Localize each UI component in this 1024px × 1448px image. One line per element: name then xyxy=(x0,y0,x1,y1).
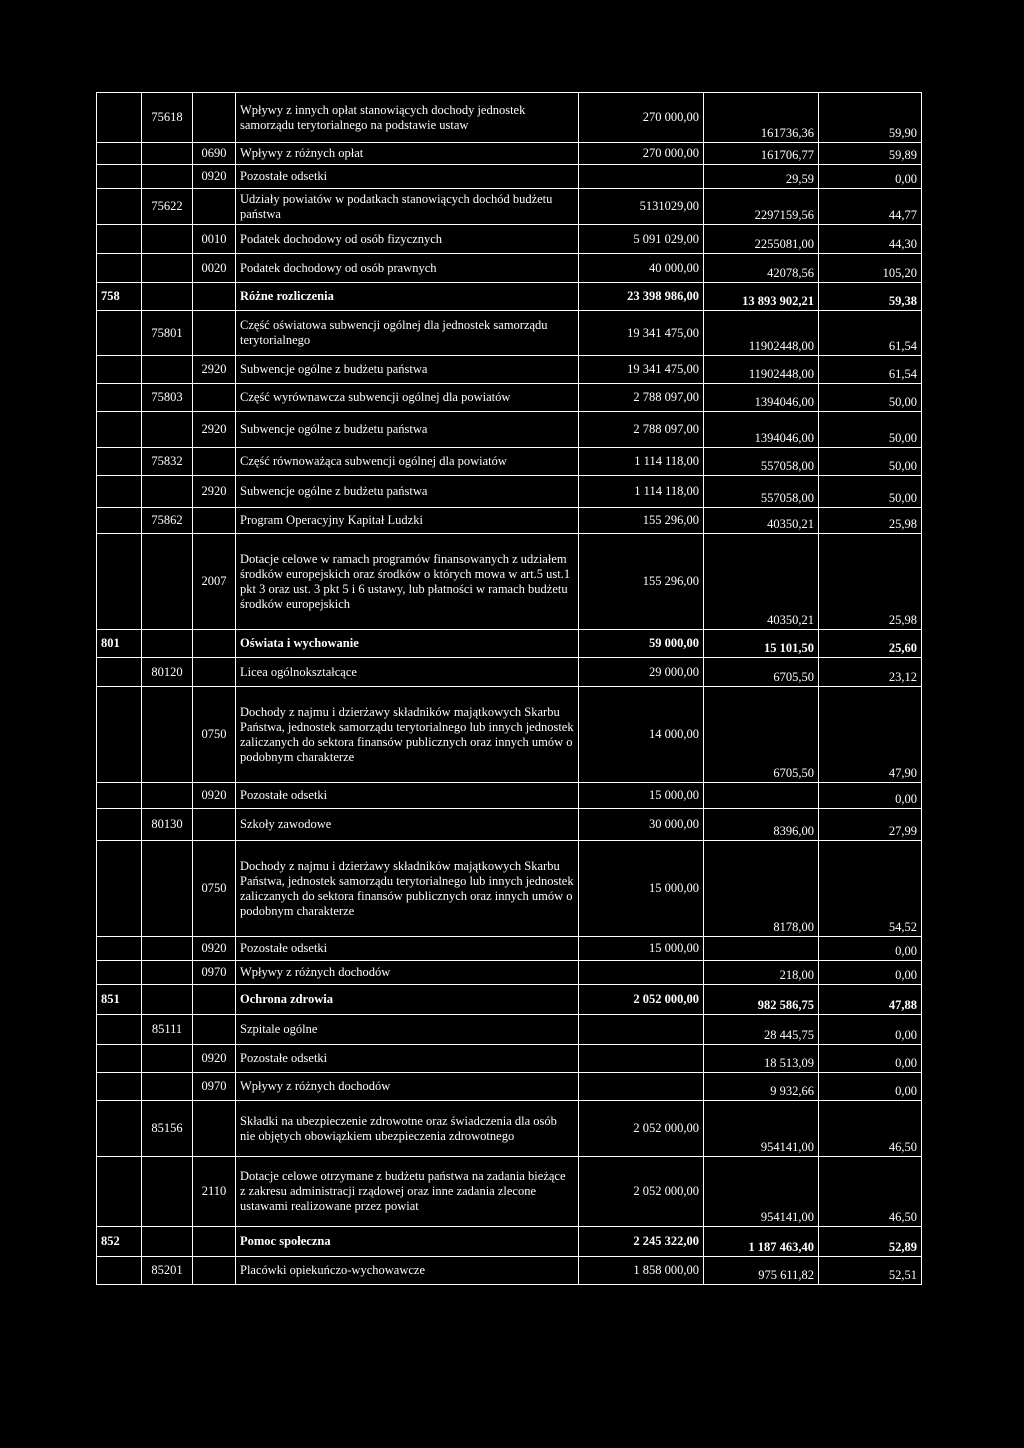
rozdzial-code-cell xyxy=(142,1073,193,1101)
item-name-cell: Część wyrównawcza subwencji ogólnej dla powiatów xyxy=(236,384,579,412)
plan-amount-cell: 2 052 000,00 xyxy=(579,985,704,1015)
plan-amount-cell: 19 341 475,00 xyxy=(579,311,704,356)
paragraf-code-cell: 2920 xyxy=(193,476,236,508)
plan-amount-cell: 5131029,00 xyxy=(579,189,704,225)
rozdzial-code-cell xyxy=(142,254,193,283)
percent-cell: 0,00 xyxy=(819,1045,922,1073)
table-row xyxy=(97,189,922,225)
budget-table-body xyxy=(97,93,922,1285)
plan-amount-cell xyxy=(579,165,704,189)
plan-amount-cell: 155 296,00 xyxy=(579,508,704,534)
dzial-code-cell: 851 xyxy=(97,985,142,1015)
item-name-cell: Szkoły zawodowe xyxy=(236,809,579,841)
table-row xyxy=(97,1015,922,1045)
paragraf-code-cell: 0750 xyxy=(193,687,236,783)
budget-report-sheet xyxy=(96,92,922,1285)
percent-cell: 61,54 xyxy=(819,311,922,356)
executed-amount-cell: 1 187 463,40 xyxy=(704,1227,819,1257)
table-row xyxy=(97,1073,922,1101)
rozdzial-code-cell xyxy=(142,356,193,384)
table-row xyxy=(97,1101,922,1157)
paragraf-code-cell: 2920 xyxy=(193,356,236,384)
executed-amount-cell: 9 932,66 xyxy=(704,1073,819,1101)
plan-amount-cell xyxy=(579,1015,704,1045)
dzial-code-cell xyxy=(97,384,142,412)
table-row xyxy=(97,412,922,448)
item-name-cell: Pozostałe odsetki xyxy=(236,1045,579,1073)
dzial-code-cell xyxy=(97,311,142,356)
table-row xyxy=(97,1227,922,1257)
dzial-code-cell xyxy=(97,356,142,384)
plan-amount-cell: 270 000,00 xyxy=(579,143,704,165)
dzial-code-cell: 801 xyxy=(97,630,142,658)
rozdzial-code-cell: 85156 xyxy=(142,1101,193,1157)
item-name-cell: Wpływy z innych opłat stanowiących dochody jednostek samorządu terytorialnego na podstawie ustaw xyxy=(236,93,579,143)
paragraf-code-cell: 2110 xyxy=(193,1157,236,1227)
table-row xyxy=(97,937,922,961)
dzial-code-cell xyxy=(97,476,142,508)
executed-amount-cell: 40350,21 xyxy=(704,508,819,534)
item-name-cell: Podatek dochodowy od osób prawnych xyxy=(236,254,579,283)
rozdzial-code-cell: 75803 xyxy=(142,384,193,412)
paragraf-code-cell xyxy=(193,985,236,1015)
table-row xyxy=(97,384,922,412)
table-row xyxy=(97,809,922,841)
executed-amount-cell: 975 611,82 xyxy=(704,1257,819,1285)
plan-amount-cell xyxy=(579,1045,704,1073)
percent-cell: 27,99 xyxy=(819,809,922,841)
table-row xyxy=(97,476,922,508)
executed-amount-cell: 11902448,00 xyxy=(704,356,819,384)
dzial-code-cell xyxy=(97,961,142,985)
executed-amount-cell: 11902448,00 xyxy=(704,311,819,356)
executed-amount-cell: 557058,00 xyxy=(704,476,819,508)
paragraf-code-cell xyxy=(193,630,236,658)
plan-amount-cell: 30 000,00 xyxy=(579,809,704,841)
executed-amount-cell: 6705,50 xyxy=(704,658,819,687)
rozdzial-code-cell xyxy=(142,412,193,448)
dzial-code-cell xyxy=(97,1073,142,1101)
percent-cell: 50,00 xyxy=(819,476,922,508)
paragraf-code-cell: 0970 xyxy=(193,1073,236,1101)
rozdzial-code-cell xyxy=(142,165,193,189)
item-name-cell: Wpływy z różnych dochodów xyxy=(236,1073,579,1101)
paragraf-code-cell: 0690 xyxy=(193,143,236,165)
rozdzial-code-cell xyxy=(142,1227,193,1257)
item-name-cell: Wpływy z różnych opłat xyxy=(236,143,579,165)
item-name-cell: Pozostałe odsetki xyxy=(236,783,579,809)
item-name-cell: Pozostałe odsetki xyxy=(236,937,579,961)
percent-cell: 61,54 xyxy=(819,356,922,384)
executed-amount-cell: 982 586,75 xyxy=(704,985,819,1015)
percent-cell: 0,00 xyxy=(819,1073,922,1101)
table-row xyxy=(97,630,922,658)
item-name-cell: Subwencje ogólne z budżetu państwa xyxy=(236,356,579,384)
table-row xyxy=(97,143,922,165)
item-name-cell: Pomoc społeczna xyxy=(236,1227,579,1257)
plan-amount-cell: 59 000,00 xyxy=(579,630,704,658)
rozdzial-code-cell xyxy=(142,841,193,937)
paragraf-code-cell: 0970 xyxy=(193,961,236,985)
percent-cell: 54,52 xyxy=(819,841,922,937)
percent-cell: 44,30 xyxy=(819,225,922,254)
item-name-cell: Licea ogólnokształcące xyxy=(236,658,579,687)
paragraf-code-cell xyxy=(193,809,236,841)
plan-amount-cell: 2 788 097,00 xyxy=(579,384,704,412)
percent-cell: 0,00 xyxy=(819,937,922,961)
percent-cell: 44,77 xyxy=(819,189,922,225)
paragraf-code-cell xyxy=(193,283,236,311)
dzial-code-cell xyxy=(97,841,142,937)
percent-cell: 59,90 xyxy=(819,93,922,143)
executed-amount-cell: 954141,00 xyxy=(704,1101,819,1157)
percent-cell: 46,50 xyxy=(819,1101,922,1157)
paragraf-code-cell: 2920 xyxy=(193,412,236,448)
dzial-code-cell xyxy=(97,225,142,254)
paragraf-code-cell: 2007 xyxy=(193,534,236,630)
paragraf-code-cell xyxy=(193,1015,236,1045)
item-name-cell: Wpływy z różnych dochodów xyxy=(236,961,579,985)
rozdzial-code-cell: 75801 xyxy=(142,311,193,356)
executed-amount-cell xyxy=(704,783,819,809)
percent-cell: 25,98 xyxy=(819,508,922,534)
rozdzial-code-cell xyxy=(142,1045,193,1073)
dzial-code-cell xyxy=(97,1045,142,1073)
paragraf-code-cell xyxy=(193,1227,236,1257)
dzial-code-cell: 758 xyxy=(97,283,142,311)
plan-amount-cell: 15 000,00 xyxy=(579,783,704,809)
table-row xyxy=(97,283,922,311)
executed-amount-cell: 40350,21 xyxy=(704,534,819,630)
percent-cell: 0,00 xyxy=(819,961,922,985)
item-name-cell: Szpitale ogólne xyxy=(236,1015,579,1045)
rozdzial-code-cell xyxy=(142,225,193,254)
item-name-cell: Dochody z najmu i dzierżawy składników majątkowych Skarbu Państwa, jednostek samorządu terytorialnego lub innych jednostek zaliczanych do sektora finansów publicznych oraz innych umów o podobnym charakterze xyxy=(236,687,579,783)
dzial-code-cell xyxy=(97,534,142,630)
executed-amount-cell: 28 445,75 xyxy=(704,1015,819,1045)
executed-amount-cell: 557058,00 xyxy=(704,448,819,476)
dzial-code-cell xyxy=(97,189,142,225)
executed-amount-cell: 13 893 902,21 xyxy=(704,283,819,311)
rozdzial-code-cell: 80120 xyxy=(142,658,193,687)
plan-amount-cell: 1 858 000,00 xyxy=(579,1257,704,1285)
table-row xyxy=(97,225,922,254)
executed-amount-cell: 2297159,56 xyxy=(704,189,819,225)
table-row xyxy=(97,165,922,189)
paragraf-code-cell: 0920 xyxy=(193,1045,236,1073)
table-row xyxy=(97,311,922,356)
paragraf-code-cell xyxy=(193,93,236,143)
percent-cell: 0,00 xyxy=(819,1015,922,1045)
percent-cell: 50,00 xyxy=(819,448,922,476)
plan-amount-cell: 14 000,00 xyxy=(579,687,704,783)
table-row xyxy=(97,961,922,985)
executed-amount-cell: 29,59 xyxy=(704,165,819,189)
table-row xyxy=(97,658,922,687)
plan-amount-cell: 1 114 118,00 xyxy=(579,476,704,508)
rozdzial-code-cell xyxy=(142,476,193,508)
rozdzial-code-cell: 75862 xyxy=(142,508,193,534)
plan-amount-cell: 2 052 000,00 xyxy=(579,1157,704,1227)
table-row xyxy=(97,534,922,630)
dzial-code-cell xyxy=(97,448,142,476)
dzial-code-cell xyxy=(97,658,142,687)
dzial-code-cell xyxy=(97,687,142,783)
plan-amount-cell xyxy=(579,961,704,985)
table-row xyxy=(97,508,922,534)
table-row xyxy=(97,1157,922,1227)
executed-amount-cell: 18 513,09 xyxy=(704,1045,819,1073)
dzial-code-cell xyxy=(97,783,142,809)
item-name-cell: Udziały powiatów w podatkach stanowiących dochód budżetu państwa xyxy=(236,189,579,225)
executed-amount-cell: 954141,00 xyxy=(704,1157,819,1227)
percent-cell: 59,38 xyxy=(819,283,922,311)
dzial-code-cell xyxy=(97,93,142,143)
paragraf-code-cell xyxy=(193,1101,236,1157)
paragraf-code-cell xyxy=(193,658,236,687)
percent-cell: 47,88 xyxy=(819,985,922,1015)
executed-amount-cell: 161706,77 xyxy=(704,143,819,165)
table-row xyxy=(97,93,922,143)
dzial-code-cell xyxy=(97,1101,142,1157)
item-name-cell: Oświata i wychowanie xyxy=(236,630,579,658)
table-row xyxy=(97,448,922,476)
percent-cell: 47,90 xyxy=(819,687,922,783)
rozdzial-code-cell xyxy=(142,283,193,311)
dzial-code-cell xyxy=(97,1157,142,1227)
dzial-code-cell xyxy=(97,1015,142,1045)
percent-cell: 59,89 xyxy=(819,143,922,165)
dzial-code-cell xyxy=(97,937,142,961)
table-row xyxy=(97,1045,922,1073)
table-row xyxy=(97,985,922,1015)
item-name-cell: Program Operacyjny Kapitał Ludzki xyxy=(236,508,579,534)
item-name-cell: Dotacje celowe otrzymane z budżetu państwa na zadania bieżące z zakresu administracji rządowej oraz inne zadania zlecone ustawami realizowane przez powiat xyxy=(236,1157,579,1227)
plan-amount-cell xyxy=(579,1073,704,1101)
paragraf-code-cell: 0920 xyxy=(193,783,236,809)
plan-amount-cell: 1 114 118,00 xyxy=(579,448,704,476)
executed-amount-cell xyxy=(704,937,819,961)
executed-amount-cell: 42078,56 xyxy=(704,254,819,283)
dzial-code-cell xyxy=(97,412,142,448)
plan-amount-cell: 19 341 475,00 xyxy=(579,356,704,384)
paragraf-code-cell: 0920 xyxy=(193,165,236,189)
rozdzial-code-cell: 75618 xyxy=(142,93,193,143)
paragraf-code-cell: 0920 xyxy=(193,937,236,961)
item-name-cell: Ochrona zdrowia xyxy=(236,985,579,1015)
executed-amount-cell: 8396,00 xyxy=(704,809,819,841)
rozdzial-code-cell: 80130 xyxy=(142,809,193,841)
percent-cell: 25,60 xyxy=(819,630,922,658)
table-row xyxy=(97,254,922,283)
percent-cell: 25,98 xyxy=(819,534,922,630)
executed-amount-cell: 8178,00 xyxy=(704,841,819,937)
item-name-cell: Część oświatowa subwencji ogólnej dla jednostek samorządu terytorialnego xyxy=(236,311,579,356)
paragraf-code-cell xyxy=(193,508,236,534)
rozdzial-code-cell xyxy=(142,961,193,985)
rozdzial-code-cell xyxy=(142,783,193,809)
executed-amount-cell: 6705,50 xyxy=(704,687,819,783)
dzial-code-cell xyxy=(97,508,142,534)
executed-amount-cell: 1394046,00 xyxy=(704,384,819,412)
item-name-cell: Dochody z najmu i dzierżawy składników majątkowych Skarbu Państwa, jednostek samorządu terytorialnego lub innych jednostek zaliczanych do sektora finansów publicznych oraz innych umów o podobnym charakterze xyxy=(236,841,579,937)
table-row xyxy=(97,356,922,384)
rozdzial-code-cell xyxy=(142,143,193,165)
percent-cell: 52,89 xyxy=(819,1227,922,1257)
percent-cell: 46,50 xyxy=(819,1157,922,1227)
rozdzial-code-cell xyxy=(142,687,193,783)
item-name-cell: Część równoważąca subwencji ogólnej dla powiatów xyxy=(236,448,579,476)
item-name-cell: Dotacje celowe w ramach programów finansowanych z udziałem środków europejskich oraz środków o których mowa w art.5 ust.1 pkt 3 oraz ust. 3 pkt 5 i 6 ustawy, lub płatności w ramach budżetu środków europejskich xyxy=(236,534,579,630)
percent-cell: 52,51 xyxy=(819,1257,922,1285)
plan-amount-cell: 2 245 322,00 xyxy=(579,1227,704,1257)
budget-income-table xyxy=(96,92,922,1285)
plan-amount-cell: 23 398 986,00 xyxy=(579,283,704,311)
item-name-cell: Subwencje ogólne z budżetu państwa xyxy=(236,476,579,508)
plan-amount-cell: 155 296,00 xyxy=(579,534,704,630)
executed-amount-cell: 2255081,00 xyxy=(704,225,819,254)
item-name-cell: Składki na ubezpieczenie zdrowotne oraz świadczenia dla osób nie objętych obowiązkiem ubezpieczenia zdrowotnego xyxy=(236,1101,579,1157)
paragraf-code-cell xyxy=(193,448,236,476)
executed-amount-cell: 218,00 xyxy=(704,961,819,985)
item-name-cell: Pozostałe odsetki xyxy=(236,165,579,189)
plan-amount-cell: 29 000,00 xyxy=(579,658,704,687)
plan-amount-cell: 2 788 097,00 xyxy=(579,412,704,448)
paragraf-code-cell: 0010 xyxy=(193,225,236,254)
dzial-code-cell xyxy=(97,165,142,189)
percent-cell: 23,12 xyxy=(819,658,922,687)
plan-amount-cell: 15 000,00 xyxy=(579,841,704,937)
dzial-code-cell xyxy=(97,1257,142,1285)
dzial-code-cell xyxy=(97,143,142,165)
rozdzial-code-cell xyxy=(142,534,193,630)
plan-amount-cell: 270 000,00 xyxy=(579,93,704,143)
plan-amount-cell: 40 000,00 xyxy=(579,254,704,283)
item-name-cell: Subwencje ogólne z budżetu państwa xyxy=(236,412,579,448)
percent-cell: 0,00 xyxy=(819,165,922,189)
rozdzial-code-cell xyxy=(142,1157,193,1227)
percent-cell: 105,20 xyxy=(819,254,922,283)
dzial-code-cell xyxy=(97,809,142,841)
rozdzial-code-cell xyxy=(142,937,193,961)
plan-amount-cell: 15 000,00 xyxy=(579,937,704,961)
rozdzial-code-cell: 75622 xyxy=(142,189,193,225)
executed-amount-cell: 1394046,00 xyxy=(704,412,819,448)
paragraf-code-cell xyxy=(193,384,236,412)
paragraf-code-cell xyxy=(193,189,236,225)
item-name-cell: Różne rozliczenia xyxy=(236,283,579,311)
paragraf-code-cell xyxy=(193,311,236,356)
rozdzial-code-cell: 85111 xyxy=(142,1015,193,1045)
rozdzial-code-cell: 75832 xyxy=(142,448,193,476)
rozdzial-code-cell xyxy=(142,985,193,1015)
rozdzial-code-cell: 85201 xyxy=(142,1257,193,1285)
item-name-cell: Placówki opiekuńczo-wychowawcze xyxy=(236,1257,579,1285)
table-row xyxy=(97,783,922,809)
percent-cell: 50,00 xyxy=(819,384,922,412)
table-row xyxy=(97,841,922,937)
percent-cell: 0,00 xyxy=(819,783,922,809)
percent-cell: 50,00 xyxy=(819,412,922,448)
dzial-code-cell xyxy=(97,254,142,283)
paragraf-code-cell xyxy=(193,1257,236,1285)
item-name-cell: Podatek dochodowy od osób fizycznych xyxy=(236,225,579,254)
executed-amount-cell: 15 101,50 xyxy=(704,630,819,658)
paragraf-code-cell: 0020 xyxy=(193,254,236,283)
table-row xyxy=(97,687,922,783)
plan-amount-cell: 2 052 000,00 xyxy=(579,1101,704,1157)
dzial-code-cell: 852 xyxy=(97,1227,142,1257)
executed-amount-cell: 161736,36 xyxy=(704,93,819,143)
rozdzial-code-cell xyxy=(142,630,193,658)
plan-amount-cell: 5 091 029,00 xyxy=(579,225,704,254)
paragraf-code-cell: 0750 xyxy=(193,841,236,937)
table-row xyxy=(97,1257,922,1285)
